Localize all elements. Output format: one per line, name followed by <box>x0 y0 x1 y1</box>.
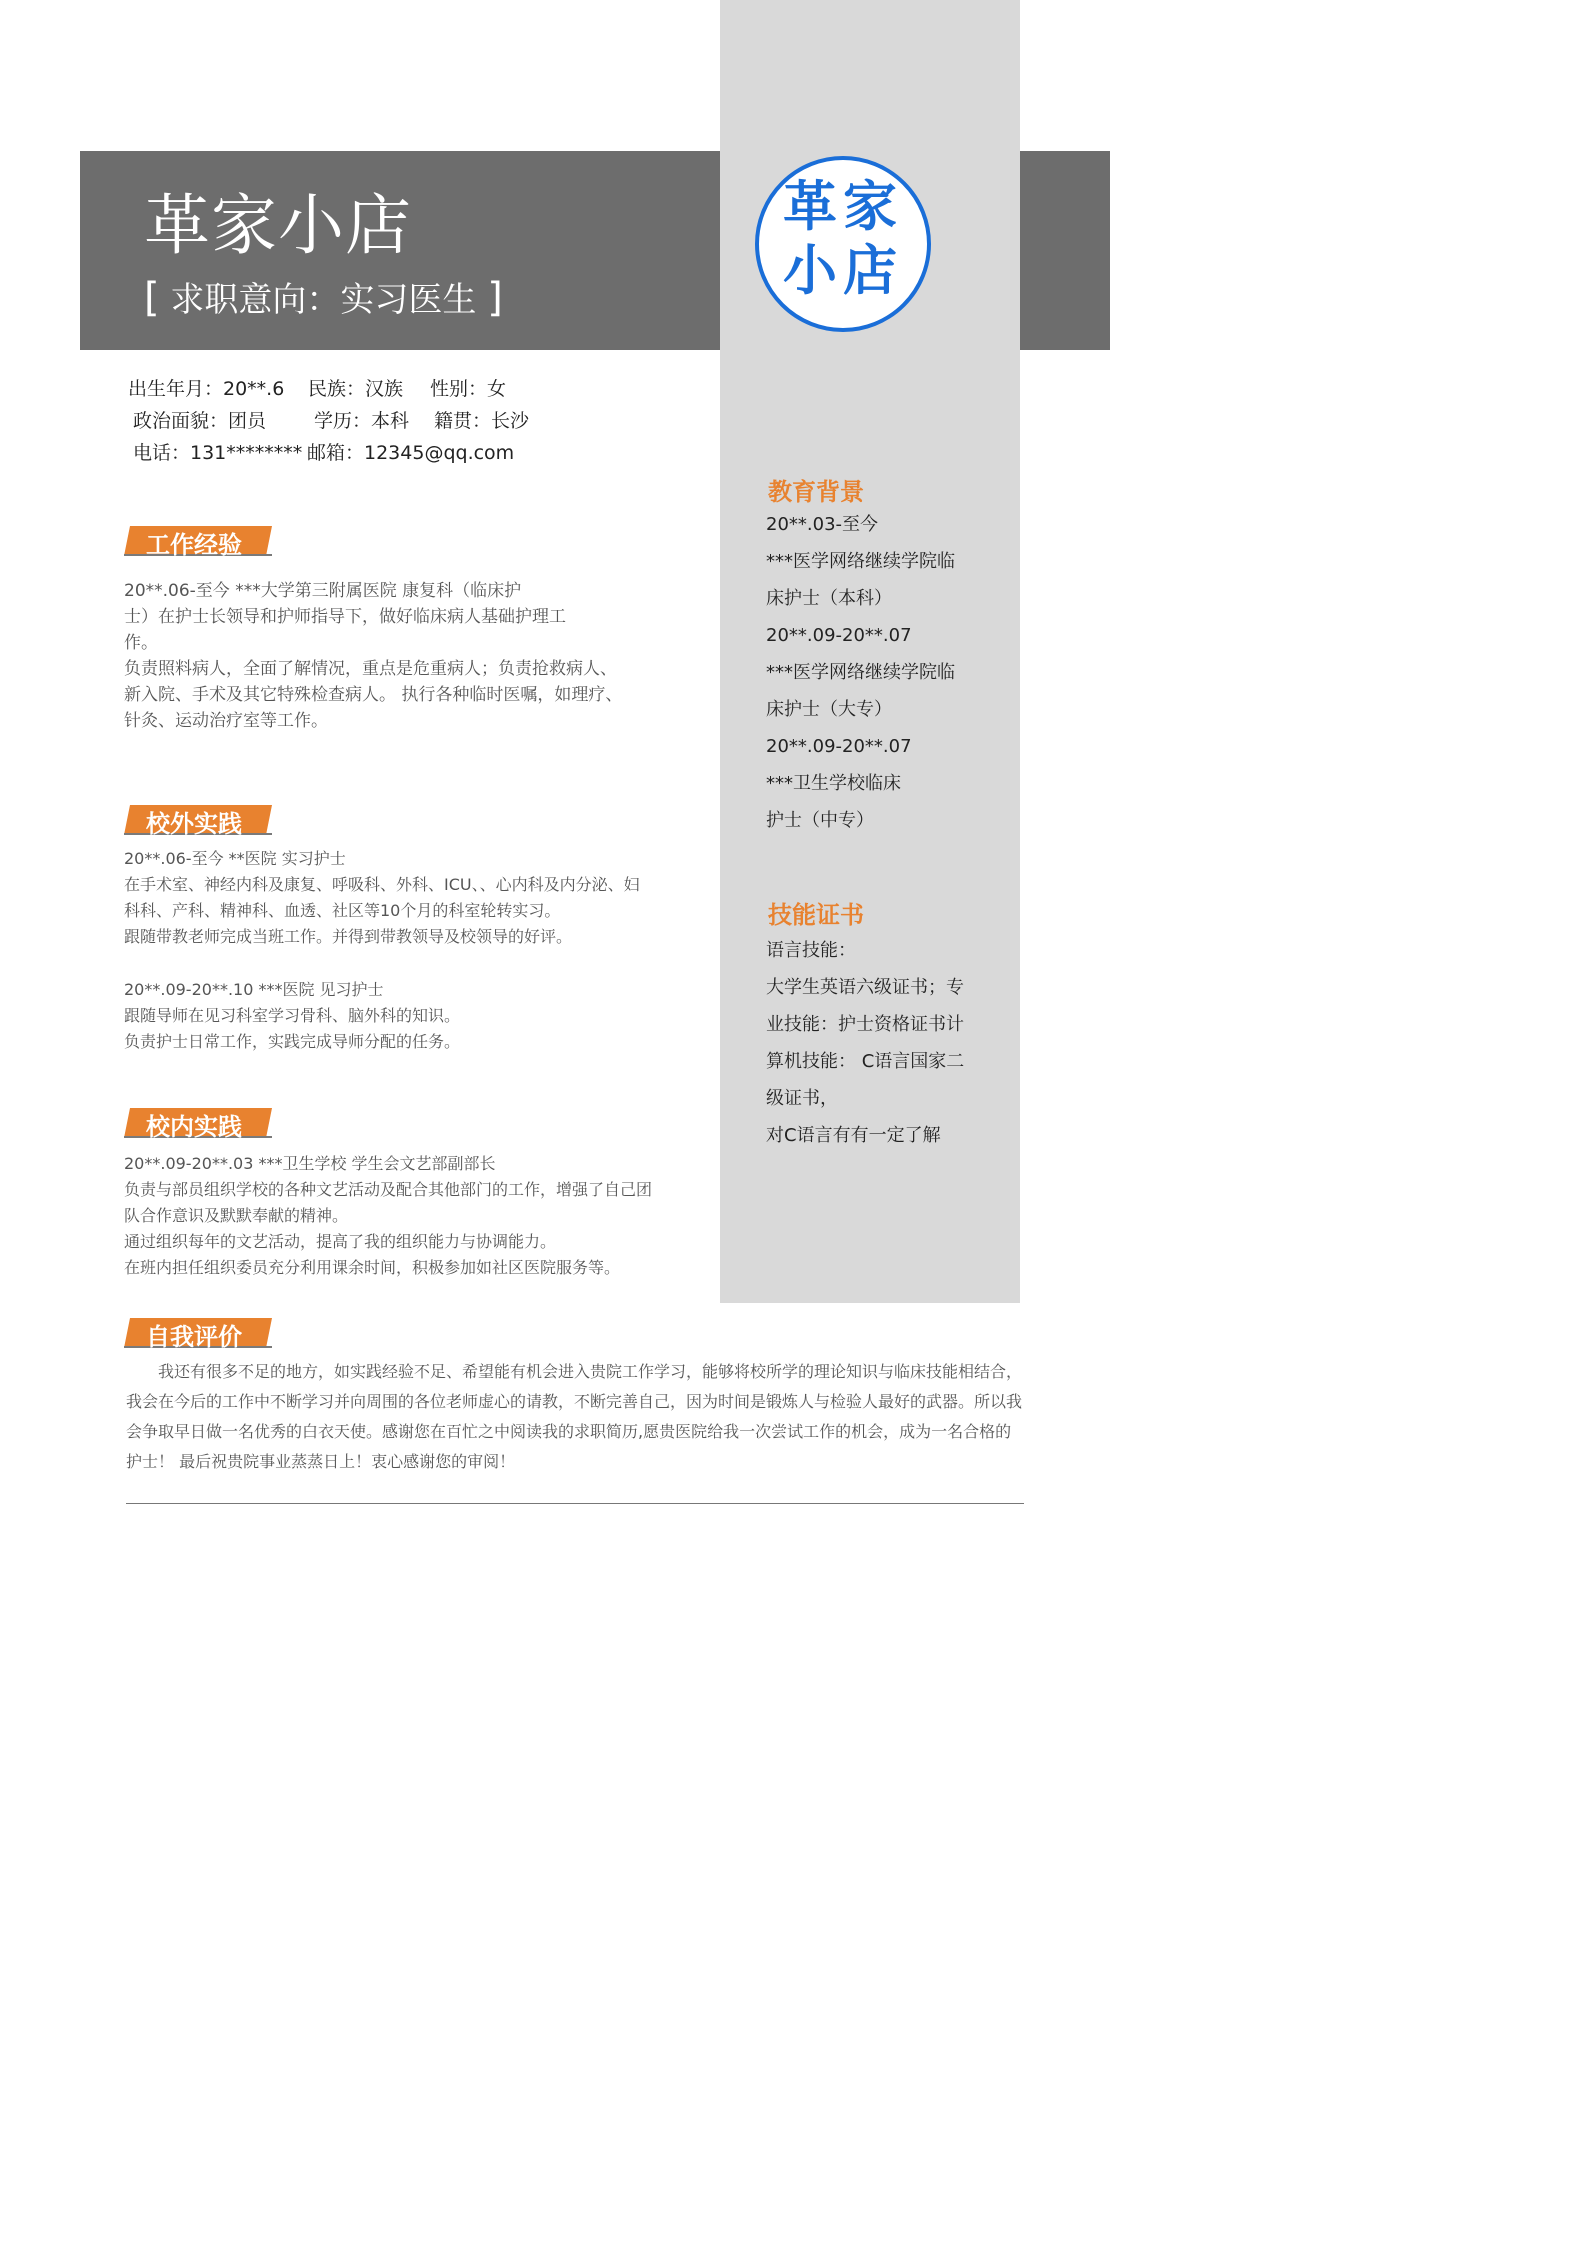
education-list <box>766 506 955 839</box>
skills-line-5: 级证书， <box>766 1088 838 1109</box>
info-phone: 电话：131******** <box>133 442 303 464</box>
work-line-2: 士）在护士长领导和护师指导下，做好临床病人基础护理工 <box>124 607 566 627</box>
education-line-7: 20**.09-20**.07 <box>766 736 912 757</box>
internal-line-2: 队合作意识及默默奉献的精神。 <box>124 1206 349 1225</box>
footer-divider <box>126 1503 1024 1504</box>
info-birth: 出生年月：20**.6 <box>128 378 285 400</box>
work-line-6: 针灸、运动治疗室等工作。 <box>124 711 328 731</box>
internal-header: 20**.09-20**.03 ***卫生学校 学生会文艺部副部长 <box>124 1154 496 1173</box>
internal-content <box>124 1151 652 1281</box>
internal-line-3: 通过组织每年的文艺活动，提高了我的组织能力与协调能力。 <box>124 1232 557 1251</box>
section-title-work: 工作经验 <box>146 531 242 559</box>
education-line-8: ***卫生学校临床 <box>766 773 901 794</box>
internal-line-1: 负责与部员组织学校的各种文艺活动及配合其他部门的工作，增强了自己团 <box>124 1180 653 1199</box>
logo-seal-text <box>759 174 927 302</box>
self-eval-text: 我还有很多不足的地方，如实践经验不足、希望能有机会进入贵院工作学习，能够将校所学的理论知识与临床技能相结合，我会在今后的工作中不断学习并向周围的各位老师虚心的请教，不断完善自己，因为时间是锻炼人与检验人最好的武器。所以我会争取早日做一名优秀的白衣天使。感谢您在百忙之中阅读我的求职简历,愿贵医院给我一次尝试工作的机会，成为一名合格的护士！ 最后祝贵院事业蒸蒸日上！衷心感谢您的审阅！ <box>126 1362 1023 1471</box>
work-line-3: 作。 <box>124 633 158 653</box>
section-title-self-eval: 自我评价 <box>146 1323 242 1351</box>
section-title-internal: 校内实践 <box>146 1113 242 1141</box>
external-content-2 <box>124 977 460 1055</box>
skills-list <box>766 932 964 1154</box>
bracket-close: ] <box>487 275 503 321</box>
work-line-5: 新入院、手术及其它特殊检查病人。 执行各种临时医嘱，如理疗、 <box>124 685 623 705</box>
logo-line-2: 小店 <box>783 238 903 302</box>
external-entry-2-line-2: 负责护士日常工作，实践完成导师分配的任务。 <box>124 1032 461 1051</box>
section-tag-work <box>124 526 272 559</box>
info-email: 邮箱：12345@qq.com <box>307 442 515 464</box>
work-line-4: 负责照料病人，全面了解情况，重点是危重病人；负责抢救病人、 <box>124 659 617 679</box>
external-entry-1-line-1: 在手术室、神经内科及康复、呼吸科、外科、ICU、、心内科及内分泌、妇 <box>124 875 640 894</box>
info-ethnicity: 民族：汉族 <box>308 378 404 400</box>
education-line-9: 护士（中专） <box>766 810 874 831</box>
external-entry-1-header: 20**.06-至今 **医院 实习护士 <box>124 849 346 868</box>
section-tag-internal <box>124 1108 272 1141</box>
education-line-6: 床护士（大专） <box>766 699 892 720</box>
section-tag-external <box>124 805 272 838</box>
header-banner-right <box>1020 151 1110 350</box>
info-education: 学历：本科 <box>314 410 410 432</box>
internal-line-4: 在班内担任组织委员充分利用课余时间，积极参加如社区医院服务等。 <box>124 1258 621 1277</box>
applicant-name: 革家小店 <box>144 187 412 264</box>
skills-line-2: 大学生英语六级证书；专 <box>766 977 964 998</box>
external-entry-1-line-3: 跟随带教老师完成当班工作。并得到带教领导及校领导的好评。 <box>124 927 573 946</box>
work-line-1: 20**.06-至今 ***大学第三附属医院 康复科（临床护 <box>124 581 522 601</box>
external-entry-2-line-1: 跟随导师在见习科室学习骨科、脑外科的知识。 <box>124 1006 461 1025</box>
external-entry-2-header: 20**.09-20**.10 ***医院 见习护士 <box>124 980 384 999</box>
skills-line-3: 业技能：护士资格证书计 <box>766 1014 964 1035</box>
job-intent <box>144 272 503 321</box>
logo-seal <box>755 156 931 332</box>
education-line-2: ***医学网络继续学院临 <box>766 551 955 572</box>
logo-line-1: 革家 <box>783 174 903 238</box>
info-gender: 性别：女 <box>430 378 507 400</box>
info-political: 政治面貌：团员 <box>133 410 267 432</box>
bracket-open: [ <box>144 275 160 321</box>
education-line-4: 20**.09-20**.07 <box>766 625 912 646</box>
section-tag-self-eval <box>124 1318 272 1351</box>
external-content <box>124 846 640 950</box>
education-line-5: ***医学网络继续学院临 <box>766 662 955 683</box>
section-title-external: 校外实践 <box>146 810 242 838</box>
skills-line-6: 对C语言有有一定了解 <box>766 1125 941 1146</box>
info-hometown: 籍贯：长沙 <box>434 410 530 432</box>
work-content <box>124 578 622 734</box>
job-intent-label: 求职意向：实习医生 <box>170 280 477 320</box>
skills-line-4: 算机技能： C语言国家二 <box>766 1051 965 1072</box>
education-line-3: 床护士（本科） <box>766 588 892 609</box>
education-line-1: 20**.03-至今 <box>766 514 879 535</box>
sidebar-title-skills: 技能证书 <box>768 901 864 929</box>
sidebar-title-education: 教育背景 <box>768 478 864 506</box>
skills-line-1: 语言技能： <box>766 940 856 961</box>
external-entry-1-line-2: 科科、产科、精神科、血透、社区等10个月的科室轮转实习。 <box>124 901 561 920</box>
